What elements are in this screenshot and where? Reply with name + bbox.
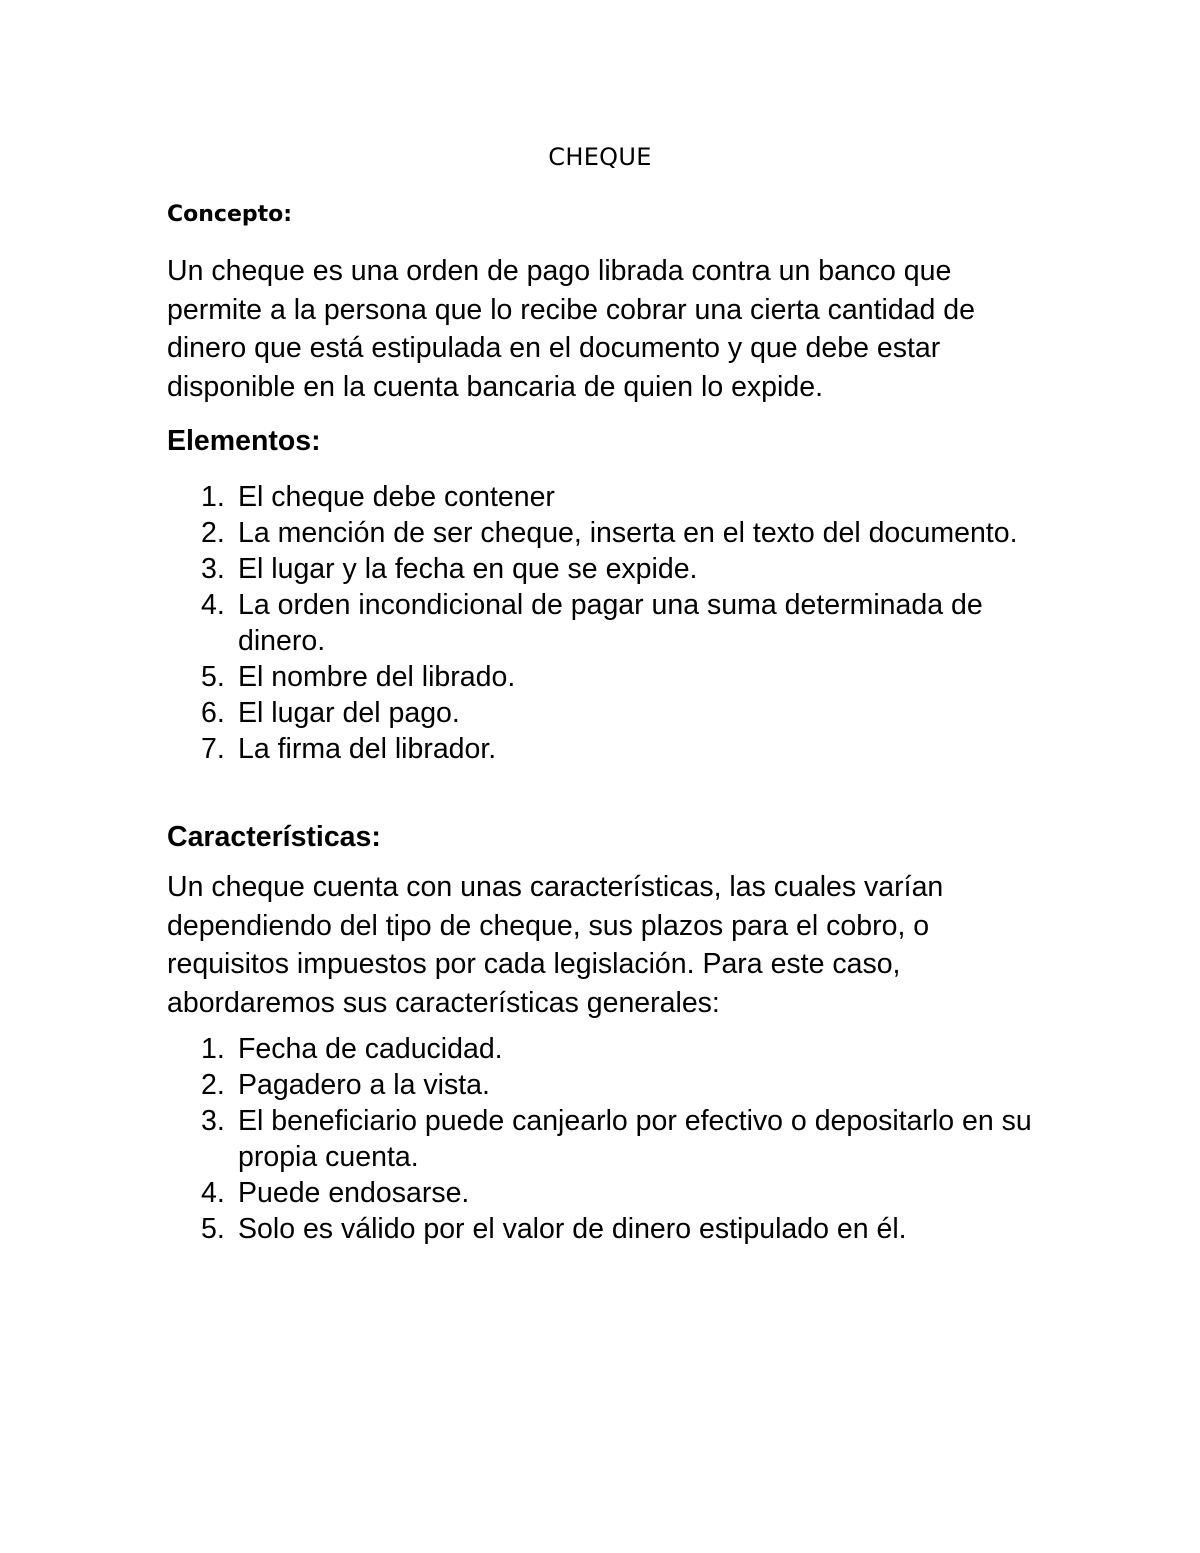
list-item-number: 6. [201, 697, 225, 729]
page-title: CHEQUE [548, 143, 652, 171]
list-item-text: Fecha de caducidad. [238, 1033, 503, 1065]
list-item-number: 2. [201, 1069, 225, 1101]
list-item [167, 1031, 1047, 1067]
list-item-number: 2. [201, 517, 225, 549]
list-item [167, 551, 1047, 587]
list-item [167, 587, 1047, 659]
list-item-text: El lugar y la fecha en que se expide. [238, 553, 698, 585]
list-item-text: El beneficiario puede canjearlo por efectivo o depositarlo en su propia cuenta. [238, 1105, 1032, 1173]
list-item [167, 1103, 1047, 1175]
list-item-number: 1. [201, 1033, 225, 1065]
concepto-label: Concepto: [167, 202, 293, 227]
list-item [167, 695, 1047, 731]
list-item-text: La mención de ser cheque, inserta en el texto del documento. [238, 517, 1018, 549]
list-item-number: 5. [201, 1213, 225, 1245]
caracteristicas-heading: Características: [167, 821, 381, 853]
caracteristicas-list [167, 1031, 1047, 1247]
list-item-text: El cheque debe contener [238, 481, 555, 513]
list-item-number: 3. [201, 553, 225, 585]
list-item-text: El nombre del librado. [238, 661, 516, 693]
list-item [167, 1211, 1047, 1247]
elementos-list [167, 479, 1047, 767]
list-item-number: 1. [201, 481, 225, 513]
list-item [167, 659, 1047, 695]
list-item-number: 5. [201, 661, 225, 693]
list-item-text: La orden incondicional de pagar una suma determinada de dinero. [238, 589, 983, 657]
list-item-number: 7. [201, 733, 225, 765]
list-item [167, 1175, 1047, 1211]
list-item-number: 3. [201, 1105, 225, 1137]
list-item [167, 1067, 1047, 1103]
list-item-text: La firma del librador. [238, 733, 497, 765]
list-item [167, 731, 1047, 767]
list-item-text: Pagadero a la vista. [238, 1069, 490, 1101]
list-item-text: Solo es válido por el valor de dinero estipulado en él. [238, 1213, 907, 1245]
caracteristicas-paragraph: Un cheque cuenta con unas características, las cuales varían dependiendo del tipo de cheque, sus plazos para el cobro, o requisitos impuestos por cada legislación. Para este caso, abordaremos sus características generales: [167, 871, 944, 1019]
list-item [167, 515, 1047, 551]
list-item-number: 4. [201, 1177, 225, 1209]
list-item-text: Puede endosarse. [238, 1177, 470, 1209]
list-item [167, 479, 1047, 515]
list-item-text: El lugar del pago. [238, 697, 460, 729]
elementos-heading: Elementos: [167, 425, 321, 457]
list-item-number: 4. [201, 589, 225, 621]
concepto-paragraph: Un cheque es una orden de pago librada contra un banco que permite a la persona que lo recibe cobrar una cierta cantidad de dinero que está estipulada en el documento y que debe estar disponible en la cuenta bancaria de quien lo expide. [167, 255, 975, 403]
